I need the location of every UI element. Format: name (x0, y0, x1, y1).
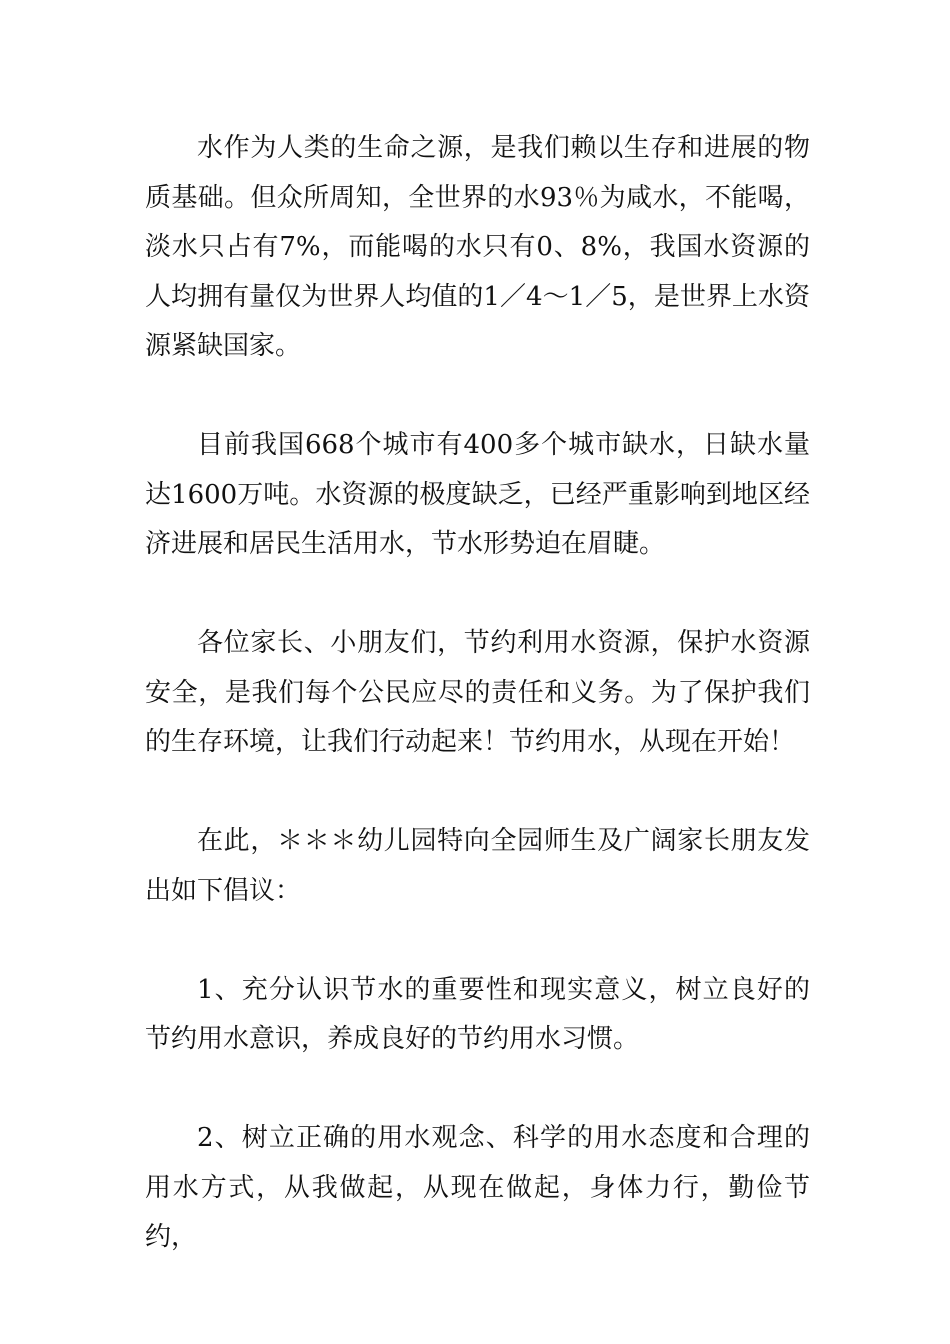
paragraph-item-1: 1、充分认识节水的重要性和现实意义，树立良好的节约用水意识，养成良好的节约用水习惯。 (145, 974, 810, 1054)
paragraph-call-to-action: 各位家长、小朋友们，节约利用水资源，保护水资源安全，是我们每个公民应尽的责任和义务。为了保护我们的生存环境，让我们行动起来！节约用水，从现在开始！ (145, 628, 810, 757)
document-body (145, 124, 810, 1312)
paragraph-initiative-intro: 在此，＊＊＊幼儿园特向全园师生及广阔家长朋友发出如下倡议： (145, 826, 810, 906)
paragraph-city-shortage: 目前我国668个城市有400多个城市缺水，日缺水量达1600万吨。水资源的极度缺乏，已经严重影响到地区经济进展和居民生活用水，节水形势迫在眉睫。 (145, 430, 810, 559)
paragraph-water-importance: 水作为人类的生命之源，是我们赖以生存和进展的物质基础。但众所周知，全世界的水93％为咸水，不能喝，淡水只占有7%，而能喝的水只有0、8%，我国水资源的人均拥有量仅为世界人均值的1／4～1／5，是世界上水资源紧缺国家。 (145, 133, 810, 361)
paragraph-item-2: 2、树立正确的用水观念、科学的用水态度和合理的用水方式，从我做起，从现在做起，身体力行，勤俭节约， (145, 1123, 810, 1252)
